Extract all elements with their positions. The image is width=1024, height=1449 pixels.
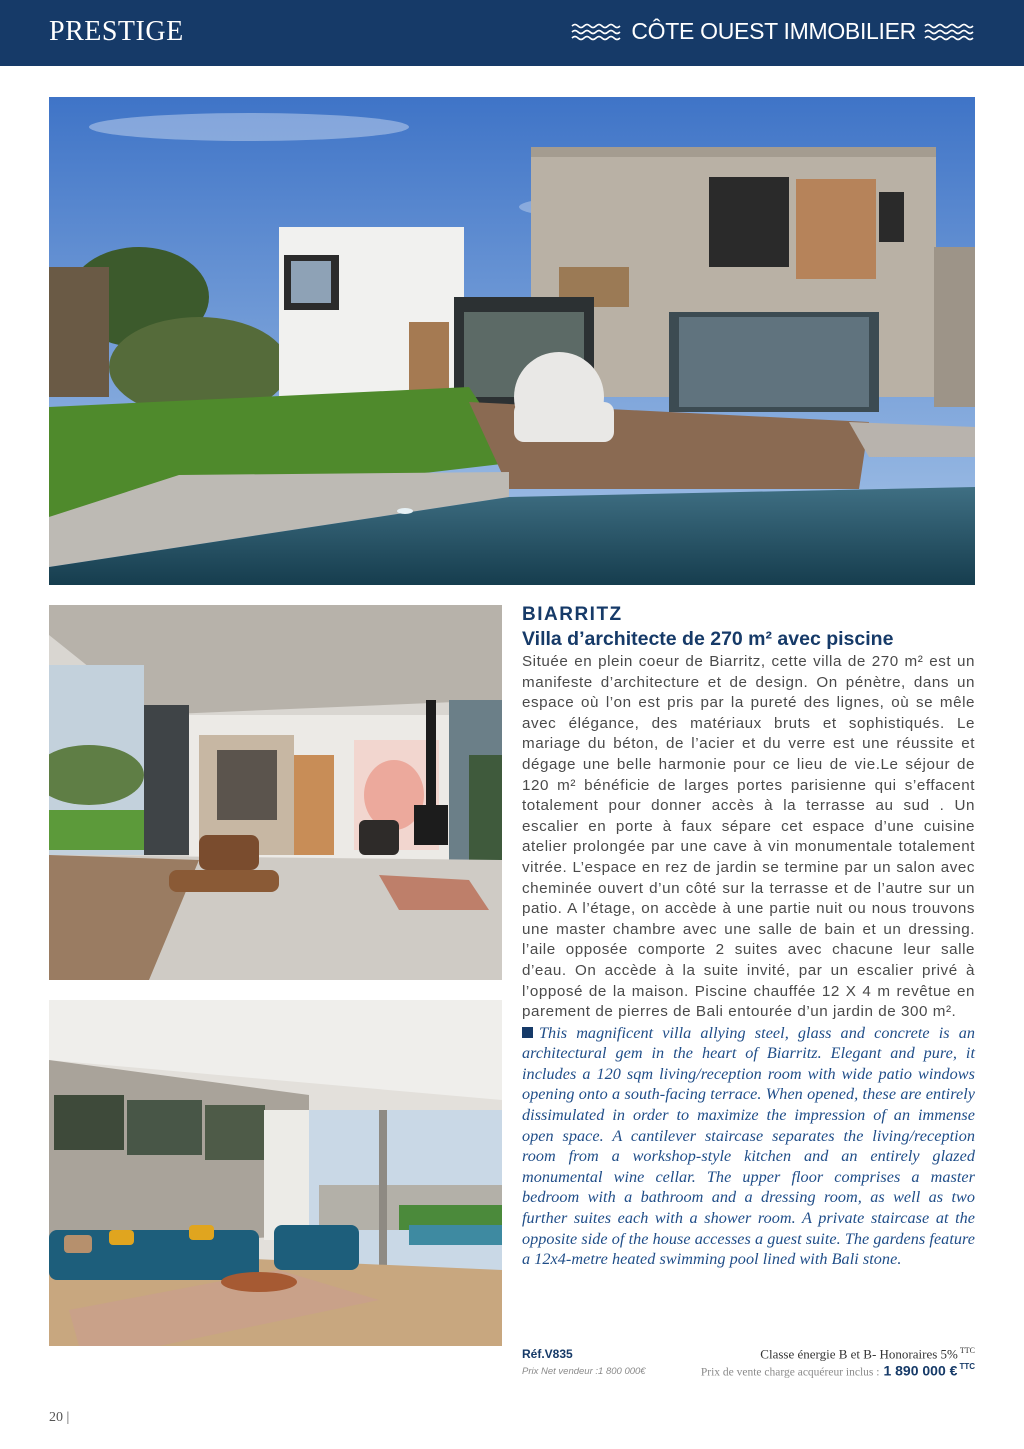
ttc-label: TTC <box>959 1362 975 1371</box>
page-number: 20 | <box>49 1410 70 1425</box>
listing-city: BIARRITZ <box>522 604 623 625</box>
waves-icon <box>571 22 623 42</box>
waves-icon <box>924 22 976 42</box>
brand-logo <box>571 18 976 45</box>
listing-headline: Villa d’architecte de 270 m² avec piscine <box>522 628 894 650</box>
lounge-photo <box>49 1000 502 1346</box>
prix-net-vendeur: Prix Net vendeur :1 800 000€ <box>522 1366 646 1377</box>
ttc-label: TTC <box>959 1346 975 1355</box>
header-bar <box>0 0 1024 66</box>
reference-number: Réf.V835 <box>522 1347 573 1361</box>
prix-vente <box>701 1362 975 1380</box>
villa-exterior-photo <box>49 97 975 585</box>
description-french: Située en plein coeur de Biarritz, cette villa de 270 m² est un manifeste d’architecture et de design. On pénètre, dans un espace où l’on est pris par la pureté des lignes, où se mêle avec élégance, des matériaux bruts et sophistiqués. Le mariage du béton, de l’acier et du verre est une réussite et dégage une belle harmonie pour ce lieu de vie.Le séjour de 120 m² bénéficie de larges portes parisienne qui s’effacent totalement pour donner accès à la terrasse au sud . Un escalier en porte à faux sépare cet espace d’une cuisine atelier prolongée par une cave à vin monumentale totalement vitrée. L’espace en rez de jardin se termine par un salon avec cheminée ouvert d’un côté sur la terrasse et de l’autre sur un patio. A l’étage, on accède à une partie nuit ou nous trouvons une master chambre avec une salle de bain et un dressing. l’aile opposée comporte 2 suites avec chacune leur salle d’eau. On accède à la suite invité, par un escalier privé à l’opposé de la maison. Piscine chauffée 12 X 4 m revêtue en parement de pierres de Bali entourée d’un jardin de 300 m². <box>522 653 975 1021</box>
listing-text <box>522 604 975 1270</box>
section-title: PRESTIGE <box>49 16 184 47</box>
living-room-photo <box>49 605 502 980</box>
classe-energie-text: Classe énergie B et B- Honoraires 5% <box>760 1346 958 1362</box>
prix-vente-label: Prix de vente charge acquéreur inclus : <box>700 1366 880 1379</box>
square-bullet-icon <box>522 1027 533 1038</box>
description-english-text: This magnificent villa allying steel, glass and concrete is an architectural gem in the heart of Biarritz. Elegant and pure, it includes a 120 sqm living/reception room with wide patio windows opening onto a south-facing terrace. When opened, these are entirely dissimulated in order to maximize the impression of an immense open space. A cantilever staircase separates the living/reception room from a workshop-style kitchen and an entirely glazed monumental wine cellar. The upper floor comprises a master bedroom with a bathroom and a dressing room, as well as two further suites each with a shower room. A private staircase at the opposite side of the house accesses a guest suite. The gardens feature a 12x4-metre heated swimming pool lined with Bali stone. <box>522 1023 975 1269</box>
brand-name: CÔTE OUEST IMMOBILIER <box>631 18 916 44</box>
classe-energie <box>760 1346 975 1362</box>
description-english <box>522 1023 975 1270</box>
prix-vente-value: 1 890 000 € <box>883 1362 958 1379</box>
